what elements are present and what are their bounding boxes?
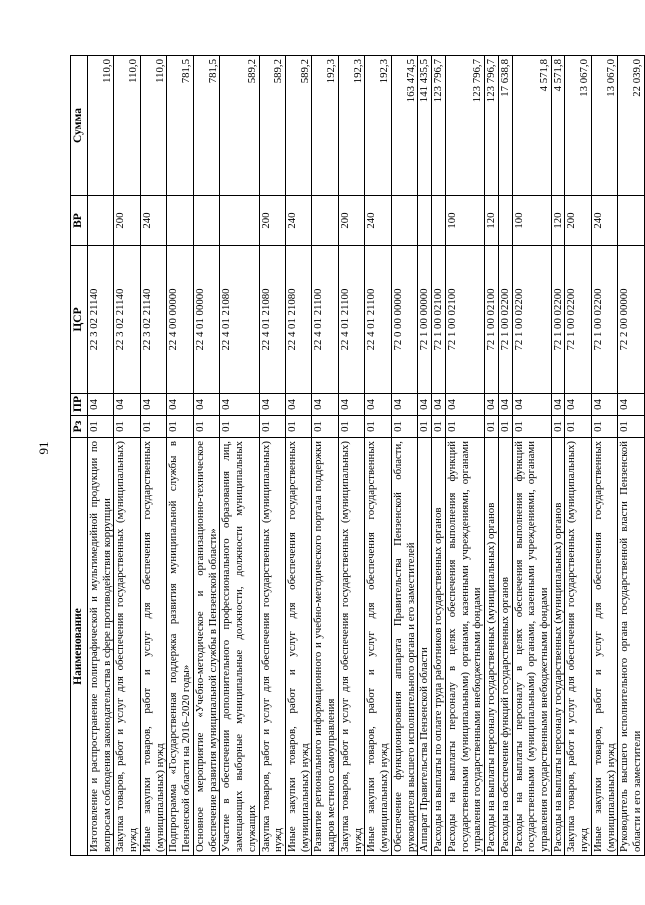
table-row xyxy=(193,56,219,856)
header-name: Наименование xyxy=(71,438,88,856)
cell-name: Закупка товаров, работ и услуг для обеспечения государственных (муниципальных) нужд xyxy=(565,438,591,856)
cell-csr: 22 4 01 21080 xyxy=(286,246,312,394)
cell-sum: 163 474,5 xyxy=(391,56,417,196)
cell-vr: 240 xyxy=(286,196,312,246)
cell-rz: 01 xyxy=(485,416,499,438)
table-row xyxy=(167,56,193,856)
cell-csr: 22 4 01 21100 xyxy=(338,246,364,394)
cell-rz: 01 xyxy=(512,416,551,438)
cell-pr: 04 xyxy=(591,394,617,416)
cell-vr: 120 xyxy=(485,196,499,246)
cell-csr: 22 4 00 00000 xyxy=(167,246,193,394)
table-row xyxy=(312,56,338,856)
cell-rz: 01 xyxy=(140,416,166,438)
cell-rz: 01 xyxy=(312,416,338,438)
cell-sum: 781,5 xyxy=(167,56,193,196)
cell-name: Расходы на обеспечение функций государственных органов xyxy=(498,438,512,856)
cell-csr: 22 4 01 21100 xyxy=(365,246,391,394)
cell-sum: 192,3 xyxy=(338,56,364,196)
cell-sum: 110,0 xyxy=(114,56,140,196)
cell-pr: 04 xyxy=(418,394,432,416)
cell-name: Обеспечение функционирования аппарата Правительства Пензенской области, руководителя высшего исполнительного органа и его заместителей xyxy=(391,438,417,856)
cell-pr: 04 xyxy=(140,394,166,416)
table-row xyxy=(512,56,551,856)
table-row xyxy=(259,56,285,856)
table-header-row xyxy=(71,56,88,856)
cell-pr: 04 xyxy=(365,394,391,416)
cell-sum: 141 435,5 xyxy=(418,56,432,196)
cell-name: Расходы на выплаты персоналу государственных (муниципальных) органов xyxy=(485,438,499,856)
cell-rz: 01 xyxy=(220,416,259,438)
cell-pr: 04 xyxy=(565,394,591,416)
cell-vr xyxy=(220,196,259,246)
cell-vr xyxy=(167,196,193,246)
cell-csr: 72 1 00 02100 xyxy=(445,246,484,394)
cell-rz: 01 xyxy=(167,416,193,438)
cell-name: Изготовление и распространение полиграфической и мультимедийной продукции по вопросам соблюдения законодательства в сфере противодействия коррупции xyxy=(88,438,114,856)
page-number: 91 xyxy=(36,441,51,455)
cell-pr: 04 xyxy=(88,394,114,416)
table-row xyxy=(338,56,364,856)
cell-vr: 200 xyxy=(114,196,140,246)
cell-sum: 13 067,0 xyxy=(591,56,617,196)
cell-sum: 781,5 xyxy=(193,56,219,196)
header-vr: ВР xyxy=(71,196,88,246)
cell-rz: 01 xyxy=(286,416,312,438)
cell-name: Расходы на выплаты персоналу государственных (муниципальных) органов xyxy=(551,438,565,856)
table-row xyxy=(445,56,484,856)
cell-vr: 240 xyxy=(591,196,617,246)
table-row xyxy=(114,56,140,856)
cell-pr: 04 xyxy=(114,394,140,416)
cell-csr: 72 1 00 00000 xyxy=(418,246,432,394)
cell-vr: 120 xyxy=(551,196,565,246)
cell-vr: 240 xyxy=(140,196,166,246)
table-row xyxy=(365,56,391,856)
cell-rz: 01 xyxy=(591,416,617,438)
cell-rz: 01 xyxy=(618,416,644,438)
cell-vr xyxy=(418,196,432,246)
cell-vr: 100 xyxy=(512,196,551,246)
cell-rz: 01 xyxy=(551,416,565,438)
cell-sum: 13 067,0 xyxy=(565,56,591,196)
cell-name: Иные закупки товаров, работ и услуг для обеспечения государственных (муниципальных) нужд xyxy=(591,438,617,856)
cell-vr: 200 xyxy=(338,196,364,246)
table-row xyxy=(485,56,499,856)
cell-rz: 01 xyxy=(498,416,512,438)
table-row xyxy=(498,56,512,856)
table-row xyxy=(391,56,417,856)
cell-rz: 01 xyxy=(365,416,391,438)
cell-vr xyxy=(88,196,114,246)
cell-vr xyxy=(618,196,644,246)
cell-csr: 72 1 00 02200 xyxy=(591,246,617,394)
header-rz: Рз xyxy=(71,416,88,438)
cell-sum: 17 638,8 xyxy=(498,56,512,196)
cell-name: Развитие регионального информационного и учебно-методического портала поддержки кадров местного самоуправления xyxy=(312,438,338,856)
cell-sum: 110,0 xyxy=(88,56,114,196)
cell-name: Участие в обеспечении дополнительного профессионального образования лиц, замещающих выборные муниципальные должности, должности муниципальных служащих xyxy=(220,438,259,856)
cell-csr: 22 4 01 00000 xyxy=(193,246,219,394)
cell-sum: 192,3 xyxy=(312,56,338,196)
cell-csr: 72 1 00 02200 xyxy=(565,246,591,394)
cell-vr xyxy=(193,196,219,246)
cell-sum: 123 796,7 xyxy=(445,56,484,196)
cell-vr xyxy=(391,196,417,246)
cell-csr: 72 1 00 02200 xyxy=(498,246,512,394)
cell-name: Закупка товаров, работ и услуг для обеспечения государственных (муниципальных) нужд xyxy=(114,438,140,856)
cell-sum: 4 571,8 xyxy=(512,56,551,196)
cell-sum: 4 571,8 xyxy=(551,56,565,196)
cell-vr xyxy=(498,196,512,246)
table-row xyxy=(286,56,312,856)
cell-csr: 72 1 00 02200 xyxy=(512,246,551,394)
cell-csr: 72 0 00 00000 xyxy=(391,246,417,394)
cell-pr: 04 xyxy=(391,394,417,416)
table-row xyxy=(140,56,166,856)
cell-pr: 04 xyxy=(512,394,551,416)
cell-rz: 01 xyxy=(418,416,432,438)
cell-pr: 04 xyxy=(220,394,259,416)
cell-vr: 240 xyxy=(365,196,391,246)
cell-sum: 22 039,0 xyxy=(618,56,644,196)
cell-pr: 04 xyxy=(485,394,499,416)
table-body xyxy=(88,56,645,856)
cell-pr: 04 xyxy=(259,394,285,416)
cell-name: Закупка товаров, работ и услуг для обеспечения государственных (муниципальных) нужд xyxy=(259,438,285,856)
cell-pr: 04 xyxy=(167,394,193,416)
cell-name: Иные закупки товаров, работ и услуг для обеспечения государственных (муниципальных) нужд xyxy=(140,438,166,856)
cell-pr: 04 xyxy=(193,394,219,416)
cell-pr: 04 xyxy=(286,394,312,416)
cell-pr: 04 xyxy=(432,394,446,416)
cell-rz: 01 xyxy=(445,416,484,438)
cell-rz: 01 xyxy=(565,416,591,438)
table-row xyxy=(551,56,565,856)
cell-csr: 22 4 01 21080 xyxy=(220,246,259,394)
cell-sum: 110,0 xyxy=(140,56,166,196)
cell-rz: 01 xyxy=(259,416,285,438)
table-row xyxy=(591,56,617,856)
cell-csr: 22 3 02 21140 xyxy=(88,246,114,394)
cell-csr: 22 3 02 21140 xyxy=(140,246,166,394)
cell-pr: 04 xyxy=(498,394,512,416)
cell-rz: 01 xyxy=(114,416,140,438)
cell-name: Расходы на выплаты персоналу в целях обеспечения выполнения функций государственными (муниципальными) органами, казенными учреждениями, органами управления государственными внебюджетными фондами xyxy=(512,438,551,856)
cell-vr: 200 xyxy=(259,196,285,246)
cell-vr xyxy=(312,196,338,246)
cell-rz: 01 xyxy=(432,416,446,438)
cell-rz: 01 xyxy=(193,416,219,438)
cell-vr: 100 xyxy=(445,196,484,246)
cell-sum: 123 796,7 xyxy=(432,56,446,196)
header-sum: Сумма xyxy=(71,56,88,196)
rotated-table-container xyxy=(70,56,644,856)
cell-pr: 04 xyxy=(445,394,484,416)
cell-csr: 72 1 00 02200 xyxy=(551,246,565,394)
cell-csr: 72 1 00 02100 xyxy=(432,246,446,394)
table-row xyxy=(220,56,259,856)
cell-csr: 22 4 01 21080 xyxy=(259,246,285,394)
cell-sum: 123 796,7 xyxy=(485,56,499,196)
cell-csr: 22 4 01 21100 xyxy=(312,246,338,394)
cell-vr: 200 xyxy=(565,196,591,246)
cell-csr: 72 1 00 02100 xyxy=(485,246,499,394)
cell-name: Расходы на выплаты персоналу в целях обеспечения выполнения функций государственными (муниципальными) органами, казенными учреждениями, органами управления государственными внебюджетными фондами xyxy=(445,438,484,856)
cell-name: Аппарат Правительства Пензенской области xyxy=(418,438,432,856)
cell-name: Закупка товаров, работ и услуг для обеспечения государственных (муниципальных) нужд xyxy=(338,438,364,856)
cell-rz: 01 xyxy=(338,416,364,438)
cell-pr: 04 xyxy=(618,394,644,416)
header-pr: ПР xyxy=(71,394,88,416)
table-row xyxy=(88,56,114,856)
cell-rz: 01 xyxy=(391,416,417,438)
header-csr: ЦСР xyxy=(71,246,88,394)
cell-name: Иные закупки товаров, работ и услуг для обеспечения государственных (муниципальных) нужд xyxy=(286,438,312,856)
cell-vr xyxy=(432,196,446,246)
table-row xyxy=(418,56,432,856)
cell-rz: 01 xyxy=(88,416,114,438)
cell-pr: 04 xyxy=(338,394,364,416)
budget-table xyxy=(70,55,645,856)
cell-pr: 04 xyxy=(551,394,565,416)
cell-name: Основное мероприятие «Учебно-методическое и организационно-техническое обеспечение развития муниципальной службы в Пензенской области» xyxy=(193,438,219,856)
cell-sum: 589,2 xyxy=(220,56,259,196)
table-row xyxy=(432,56,446,856)
cell-sum: 589,2 xyxy=(286,56,312,196)
cell-name: Руководитель высшего исполнительного органа государственной власти Пензенской области и его заместители xyxy=(618,438,644,856)
cell-name: Иные закупки товаров, работ и услуг для обеспечения государственных (муниципальных) нужд xyxy=(365,438,391,856)
cell-csr: 72 2 00 00000 xyxy=(618,246,644,394)
table-row xyxy=(565,56,591,856)
cell-pr: 04 xyxy=(312,394,338,416)
cell-name: Подпрограмма «Государственная поддержка развития муниципальной службы в Пензенской области на 2016–2020 годы» xyxy=(167,438,193,856)
cell-sum: 192,3 xyxy=(365,56,391,196)
cell-name: Расходы на выплаты по оплате труда работников государственных органов xyxy=(432,438,446,856)
cell-sum: 589,2 xyxy=(259,56,285,196)
cell-csr: 22 3 02 21140 xyxy=(114,246,140,394)
table-row xyxy=(618,56,644,856)
